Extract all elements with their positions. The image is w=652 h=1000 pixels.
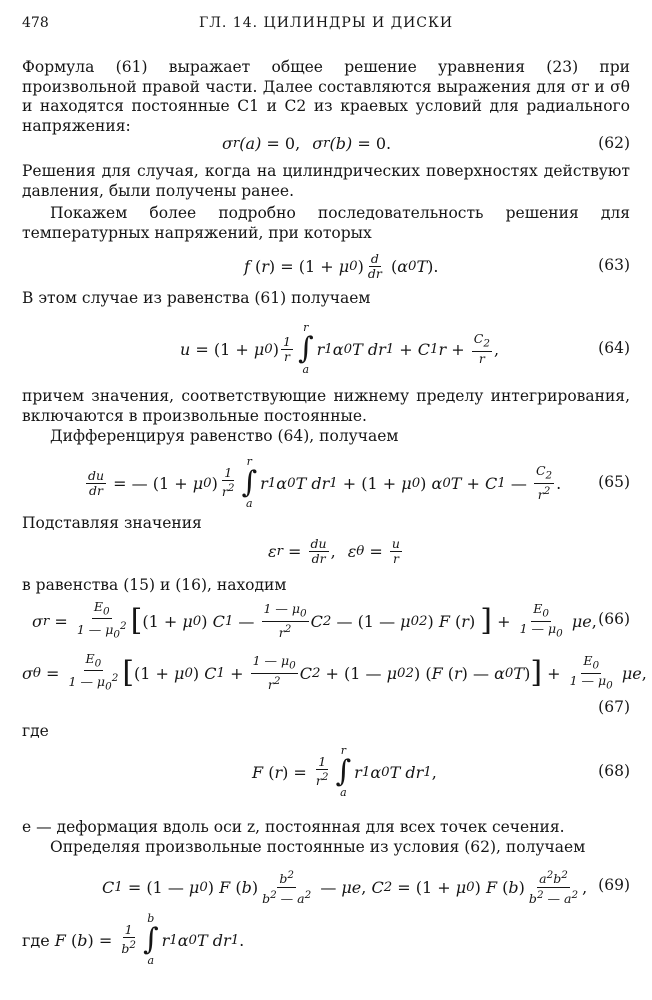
paragraph-9: где <box>22 722 49 740</box>
equation-number-63: (63) <box>598 256 630 274</box>
equation-strains: ε r = $\frac{du}{dr}$ , ε θ = $\frac{u}{r}$ <box>268 535 400 566</box>
paragraph-3: Покажем более подробно последовательность решения для температурных напряжений, при которых <box>22 204 630 242</box>
equation-65: $\frac{du}{dr}$ = — (1 + μ 0 ) 1 $r^2$ r ∫ a r 1 α 0 T dr 1 + (1 + μ 0 ) α 0 T + C 1 — $C_2$ $r^2$ . (65) <box>88 455 630 510</box>
equation-number-68: (68) <box>598 762 630 780</box>
paragraph-10: e — деформация вдоль оси z, постоянная для всех точек сечения. <box>22 818 565 836</box>
paragraph-8: в равенства (15) и (16), находим <box>22 576 287 594</box>
equation-67-number-row <box>22 698 630 720</box>
paragraph-5: причем значения, соответствующие нижнему пределу интегрирования, включаются в произвольные постоянные. <box>22 387 630 425</box>
equation-number-66: (66) <box>598 610 630 628</box>
page-number: 478 <box>22 15 49 31</box>
equation-67: σ θ = $\frac{E_0}{1 — \mu_0^2}$ [ (1 + μ 0 ) C 1 + $\frac{1 — \mu_0}{r^2}$ C 2 + (1 — μ 0 2 ) ( F ( r ) — α 0 T ) ] + $\frac{E_0}{1 — \mu_0}$ μe , <box>22 650 647 694</box>
running-header <box>22 15 630 35</box>
paragraph-2: Решения для случая, когда на цилиндрических поверхностях действуют давления, были получены ранее. <box>22 162 630 200</box>
paragraph-1: Формула (61) выражает общее решение уравнения (23) при произвольной правой части. Далее составляются выражения для σr и σθ и находятся постоянные C1 и C2 из краевых условий для радиального напряжения: <box>22 58 630 135</box>
equation-number-65: (65) <box>598 473 630 491</box>
equation-62: σ r ( a ) = 0, σ r ( b ) = 0. (62) <box>222 133 630 153</box>
equation-number-62: (62) <box>598 134 630 152</box>
where-label: где <box>22 930 50 950</box>
equation-69: C 1 = (1 — μ 0 ) F ( b ) $b^2$ $b^2$ — $a^2$ — μe , C 2 = (1 + μ 0 ) F ( b ) $a^2b^2$ $b^2$ — $a^2$ , (69) <box>102 869 630 906</box>
equation-68: F ( r ) = $\frac{1}{r^2}$ r ∫ a r 1 α 0 T dr 1 , (68) <box>252 744 630 799</box>
equation-number-64: (64) <box>598 339 630 357</box>
equation-number-67: (67) <box>598 698 630 716</box>
equation-66: σ r = $\frac{E_0}{1 — \mu_0^2}$ [ (1 + μ 0 ) C 1 — 1 — $\mu_0$ $r^2$ C 2 — (1 — μ 0 2 ) F ( r ) ] + $\frac{E_0}{1 — \mu_0}$ μe , (66) <box>32 598 630 642</box>
paragraph-7: Подставляя значения <box>22 514 202 532</box>
paragraph-11: Определяя произвольные постоянные из условия (62), получаем <box>50 838 586 856</box>
chapter-title: ГЛ. 14. ЦИЛИНДРЫ И ДИСКИ <box>198 15 454 31</box>
equation-64: u = (1 + μ 0 ) 1 r r ∫ a r 1 α 0 T dr 1 + C 1 r + $\frac{C_2}{r}$ , (64) <box>180 321 630 376</box>
equation-63: f ( r ) = (1 + μ 0 ) d dr ( α 0 T ). (63) <box>244 250 630 281</box>
equation-number-69: (69) <box>598 876 630 894</box>
equation-Fb: где F ( b ) = $\frac{1}{b^2}$ b ∫ a r 1 α 0 T dr 1 . <box>22 912 245 967</box>
paragraph-6: Дифференцируя равенство (64), получаем <box>50 427 399 445</box>
paragraph-4: В этом случае из равенства (61) получаем <box>22 289 371 307</box>
